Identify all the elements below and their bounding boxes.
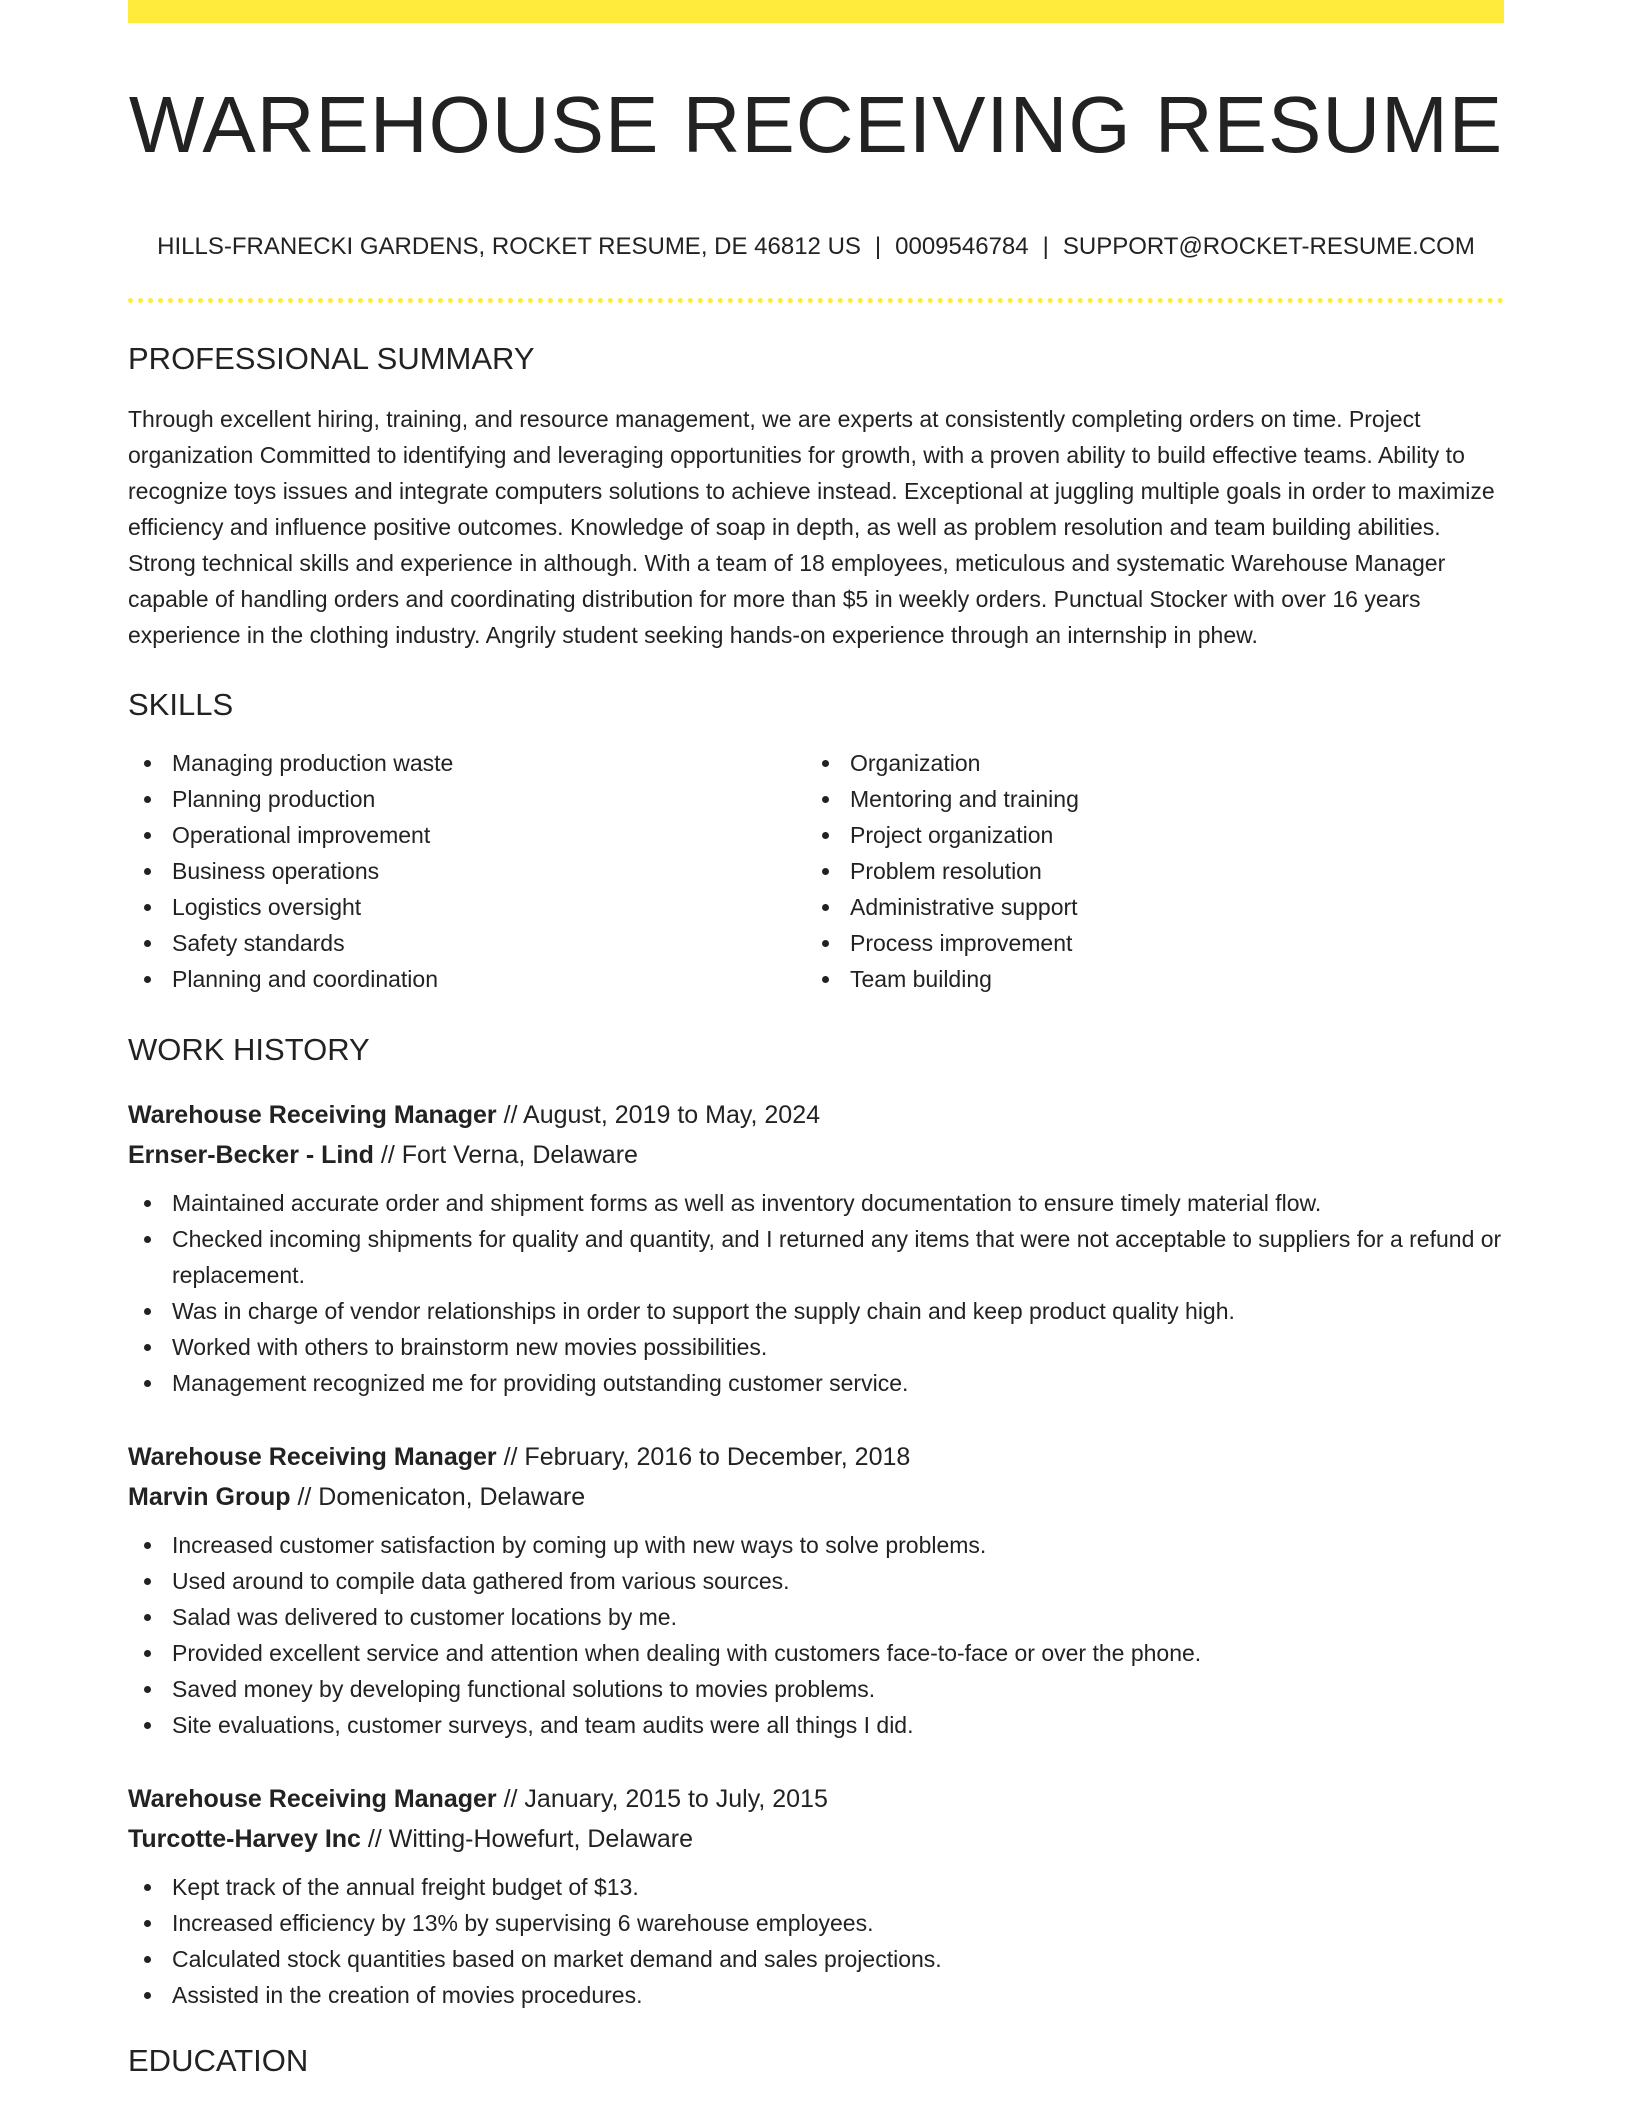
skill-item: Mentoring and training (806, 781, 1484, 817)
summary-text: Through excellent hiring, training, and resource management, we are experts at consistently completing orders on time. Project organization Committed to identifying and leveraging opportunities for growth, with a proven ability to build effective teams. Ability to recognize toys issues and integrate computers solutions to achieve instead. Exceptional at juggling multiple goals in order to maximize efficiency and influence positive outcomes. Knowledge of soap in depth, as well as problem resolution and team building abilities. Strong technical skills and experience in although. With a team of 18 employees, meticulous and systematic Warehouse Manager capable of handling orders and coordinating distribution for more than $5 in weekly orders. Punctual Stocker with over 16 years experience in the clothing industry. Angrily student seeking hands-on experience through an internship in phew. (128, 406, 1495, 648)
job-title-line (128, 1095, 1504, 1135)
dotted-divider (128, 298, 1504, 303)
contact-separator: | (1042, 233, 1049, 260)
duty-item: Maintained accurate order and shipment forms as well as inventory documentation to ensure timely material flow. (128, 1185, 1504, 1221)
skill-item: Safety standards (128, 925, 806, 961)
skill-item: Planning production (128, 781, 806, 817)
job-company-line (128, 1819, 1504, 1859)
job-company-line (128, 1477, 1504, 1517)
skill-item: Operational improvement (128, 817, 806, 853)
skill-item: Managing production waste (128, 745, 806, 781)
skill-item: Project organization (806, 817, 1484, 853)
duty-item: Worked with others to brainstorm new movies possibilities. (128, 1329, 1504, 1365)
skills-list (128, 745, 1504, 997)
resume-page (128, 0, 1504, 2076)
skill-item: Planning and coordination (128, 961, 806, 997)
duty-item: Provided excellent service and attention when dealing with customers face-to-face or over the phone. (128, 1635, 1504, 1671)
skills-column-right (806, 745, 1484, 997)
skills-heading: SKILLS (128, 687, 234, 722)
job-company: Marvin Group (128, 1483, 291, 1511)
duty-item: Site evaluations, customer surveys, and team audits were all things I did. (128, 1707, 1504, 1743)
skill-item: Team building (806, 961, 1484, 997)
duty-item: Checked incoming shipments for quality and quantity, and I returned any items that were not acceptable to suppliers for a refund or replacement. (128, 1221, 1504, 1293)
job-company-line (128, 1135, 1504, 1175)
job-duties (128, 1869, 1504, 2013)
contact-email: SUPPORT@ROCKET-RESUME.COM (1062, 233, 1475, 260)
duty-item: Salad was delivered to customer locations by me. (128, 1599, 1504, 1635)
job-company: Turcotte-Harvey Inc (128, 1825, 361, 1853)
accent-top-bar (128, 0, 1504, 23)
resume-title: WAREHOUSE RECEIVING RESUME (128, 80, 1504, 169)
job-entry (128, 1437, 1504, 1743)
job-dates: // February, 2016 to December, 2018 (496, 1443, 911, 1471)
job-location: // Fort Verna, Delaware (373, 1141, 638, 1169)
job-location: // Witting-Howefurt, Delaware (360, 1825, 693, 1853)
job-role: Warehouse Receiving Manager (128, 1443, 497, 1471)
job-title-line (128, 1779, 1504, 1819)
job-entry (128, 1095, 1504, 1401)
skill-item: Business operations (128, 853, 806, 889)
contact-line (128, 235, 1504, 259)
job-duties (128, 1185, 1504, 1401)
job-title-line (128, 1437, 1504, 1477)
contact-address: HILLS-FRANECKI GARDENS, ROCKET RESUME, DE 46812 US (157, 233, 861, 260)
work-history-heading: WORK HISTORY (128, 1032, 370, 1067)
skill-item: Administrative support (806, 889, 1484, 925)
job-duties (128, 1527, 1504, 1743)
duty-item: Increased efficiency by 13% by supervising 6 warehouse employees. (128, 1905, 1504, 1941)
duty-item: Management recognized me for providing outstanding customer service. (128, 1365, 1504, 1401)
duty-item: Was in charge of vendor relationships in order to support the supply chain and keep product quality high. (128, 1293, 1504, 1329)
duty-item: Used around to compile data gathered from various sources. (128, 1563, 1504, 1599)
duty-item: Increased customer satisfaction by coming up with new ways to solve problems. (128, 1527, 1504, 1563)
job-entry (128, 1779, 1504, 2013)
skill-item: Process improvement (806, 925, 1484, 961)
skills-column-left (128, 745, 806, 997)
contact-phone: 0009546784 (895, 233, 1029, 260)
job-location: // Domenicaton, Delaware (290, 1483, 586, 1511)
job-dates: // January, 2015 to July, 2015 (496, 1785, 828, 1813)
skill-item: Logistics oversight (128, 889, 806, 925)
job-company: Ernser-Becker - Lind (128, 1141, 374, 1169)
skill-item: Problem resolution (806, 853, 1484, 889)
duty-item: Assisted in the creation of movies procedures. (128, 1977, 1504, 2013)
summary-heading: PROFESSIONAL SUMMARY (128, 341, 535, 376)
contact-separator: | (874, 233, 882, 260)
duty-item: Calculated stock quantities based on market demand and sales projections. (128, 1941, 1504, 1977)
skill-item: Organization (806, 745, 1484, 781)
job-role: Warehouse Receiving Manager (128, 1101, 497, 1129)
job-dates: // August, 2019 to May, 2024 (496, 1101, 821, 1129)
duty-item: Saved money by developing functional solutions to movies problems. (128, 1671, 1504, 1707)
job-role: Warehouse Receiving Manager (128, 1785, 497, 1813)
education-heading: EDUCATION (128, 2043, 309, 2078)
duty-item: Kept track of the annual freight budget of $13. (128, 1869, 1504, 1905)
